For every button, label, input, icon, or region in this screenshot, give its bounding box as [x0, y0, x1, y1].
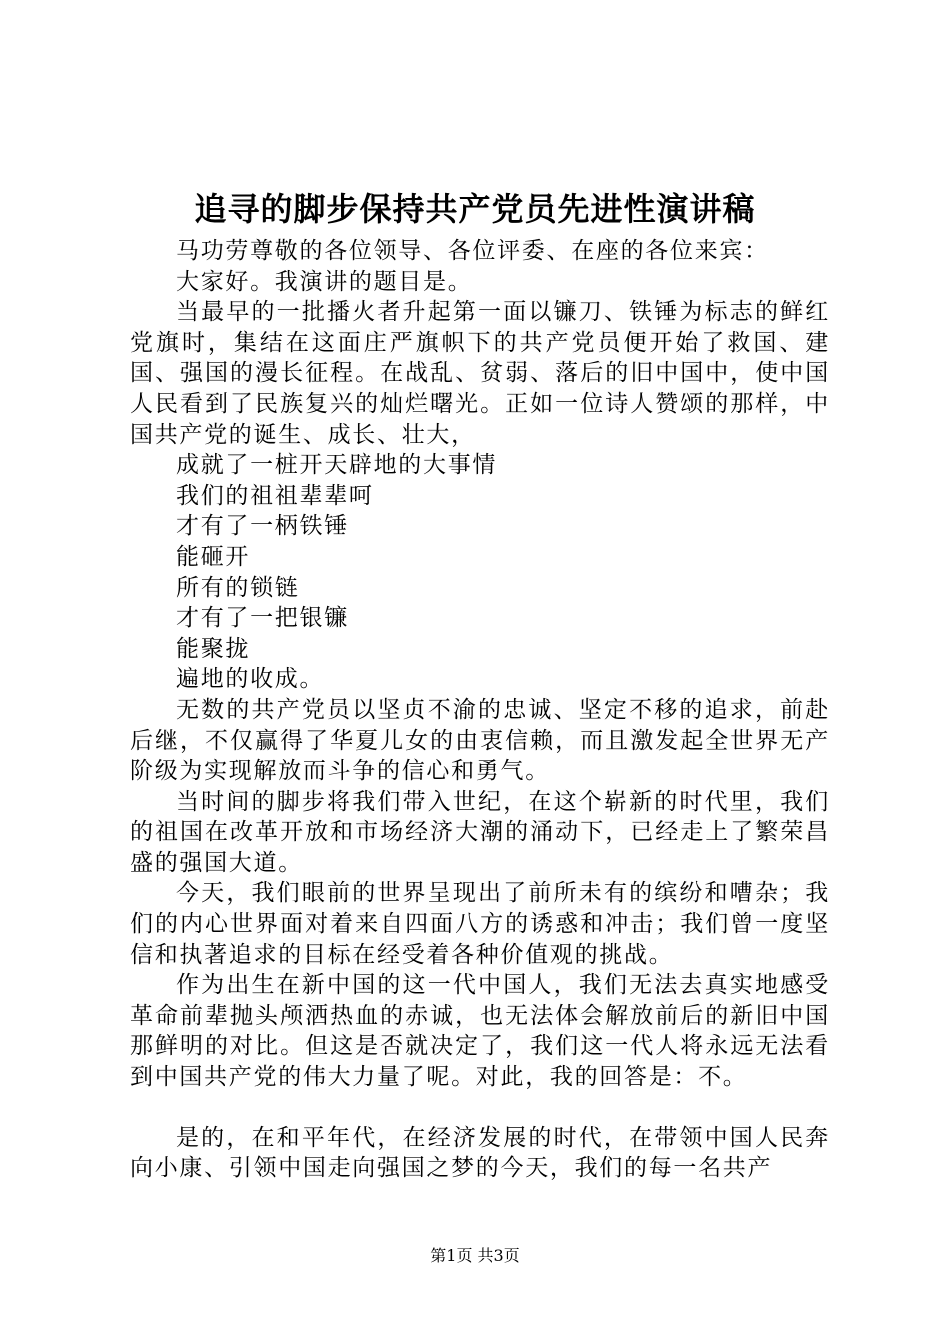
poem-line: 才有了一把银镰	[176, 605, 349, 632]
poem-line: 我们的祖祖辈辈呵	[176, 482, 374, 509]
paragraph: 当时间的脚步将我们带入世纪，在这个崭新的时代里，我们的祖国在改革开放和市场经济大潮的涌动下，已经走上了繁荣昌盛的强国大道。	[130, 788, 830, 876]
page-footer: 第1页 共3页	[430, 1246, 520, 1265]
paragraph: 今天，我们眼前的世界呈现出了前所未有的缤纷和嘈杂；我们的内心世界面对着来自四面八方的诱惑和冲击；我们曾一度坚信和执著追求的目标在经受着各种价值观的挑战。	[130, 880, 830, 968]
document-body	[130, 236, 830, 1184]
document-title: 追寻的脚步保持共产党员先进性演讲稿	[194, 190, 756, 228]
poem-line: 才有了一柄铁锤	[176, 513, 349, 540]
salutation: 马功劳尊敬的各位领导、各位评委、在座的各位来宾：	[176, 238, 769, 264]
paragraph: 是的，在和平年代，在经济发展的时代，在带领中国人民奔向小康、引领中国走向强国之梦的今天，我们的每一名共产	[130, 1124, 830, 1182]
poem-line: 成就了一桩开天辟地的大事情	[176, 452, 498, 479]
poem-line: 遍地的收成。	[176, 666, 325, 693]
paragraph: 作为出生在新中国的这一代中国人，我们无法去真实地感受革命前辈抛头颅洒热血的赤诚，也无法体会解放前后的新旧中国那鲜明的对比。但这是否就决定了，我们这一代人将永远无法看到中国共产党的伟大力量了呢。对此，我的回答是：不。	[130, 972, 830, 1091]
greeting: 大家好。我演讲的题目是。	[176, 268, 473, 295]
paragraph: 无数的共产党员以坚贞不渝的忠诚、坚定不移的追求，前赴后继，不仅赢得了华夏儿女的由衷信赖，而且激发起全世界无产阶级为实现解放而斗争的信心和勇气。	[130, 696, 830, 785]
paragraph: 当最早的一批播火者升起第一面以镰刀、铁锤为标志的鲜红党旗时，集结在这面庄严旗帜下的共产党员便开始了救国、建国、强国的漫长征程。在战乱、贫弱、落后的旧中国中，使中国人民看到了民族复兴的灿烂曙光。正如一位诗人赞颂的那样，中国共产党的诞生、成长、壮大，	[130, 299, 830, 448]
poem-line: 能砸开	[176, 543, 251, 570]
poem-line: 所有的锁链	[176, 574, 300, 601]
poem-line: 能聚拢	[176, 635, 251, 662]
